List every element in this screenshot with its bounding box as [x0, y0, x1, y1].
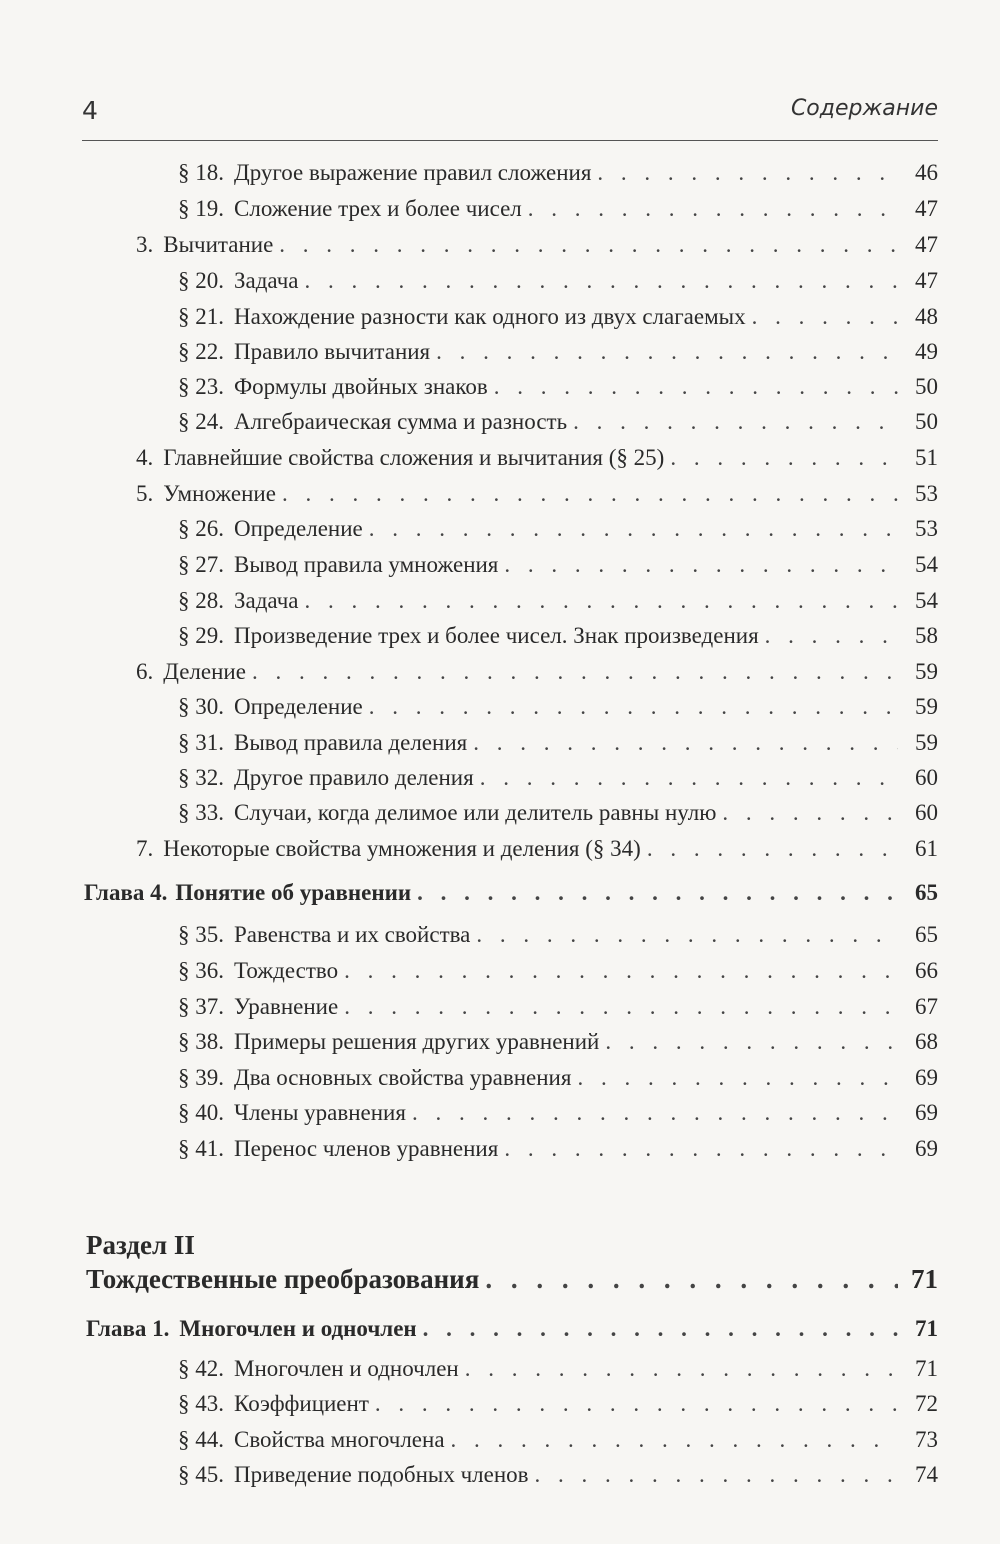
toc-entry-page: 54 [915, 552, 938, 577]
toc-entry [0, 1462, 938, 1494]
toc-entry [0, 765, 938, 797]
toc-entry-page: 73 [915, 1427, 938, 1452]
toc-entry [0, 196, 938, 228]
toc-entry-number: 3. [136, 232, 154, 257]
toc-entry-page: 50 [915, 374, 938, 399]
toc-entry-title: Понятие об уравнении [175, 880, 412, 905]
toc-entry-title: Вывод правила деления [234, 730, 468, 755]
toc-entry-title: Коэффициент [234, 1391, 369, 1416]
toc-entry [0, 836, 938, 868]
dot-leader [417, 880, 898, 906]
dot-leader [252, 659, 898, 685]
dot-leader [494, 374, 898, 400]
toc-entry [0, 160, 938, 192]
toc-entry-page: 66 [915, 958, 938, 983]
toc-entry-page: 46 [915, 160, 938, 185]
dot-leader [305, 588, 899, 614]
toc-entry-title: Определение [234, 694, 363, 719]
toc-entry-number: § 31. [178, 730, 224, 755]
toc-entry-title: Примеры решения других уравнений [234, 1029, 600, 1054]
dot-leader [597, 160, 898, 186]
toc-entry-number: § 44. [178, 1427, 224, 1452]
toc-entry-page: 58 [915, 623, 938, 648]
toc-entry-page: 71 [911, 1264, 938, 1294]
toc-entry-title: Другое правило деления [234, 765, 474, 790]
toc-entry-page: 74 [915, 1462, 938, 1487]
toc-entry-title: Умножение [163, 481, 276, 506]
toc-entry-page: 61 [915, 836, 938, 861]
toc-entry-page: 54 [915, 588, 938, 613]
dot-leader [279, 232, 898, 258]
dot-leader [722, 800, 898, 826]
dot-leader [485, 1264, 898, 1295]
toc-entry-page: 47 [915, 232, 938, 257]
toc-entry [0, 1065, 938, 1097]
toc-entry [0, 1391, 938, 1423]
toc-entry-title: Определение [234, 516, 363, 541]
toc-entry [0, 1264, 938, 1302]
toc-entry-number: 5. [136, 481, 154, 506]
toc-entry [0, 481, 938, 513]
dot-leader [423, 1316, 898, 1342]
toc-entry-page: 53 [915, 481, 938, 506]
dot-leader [752, 304, 898, 330]
toc-entry [0, 623, 938, 655]
toc-entry-number: § 27. [178, 552, 224, 577]
toc-entry-number: § 40. [178, 1100, 224, 1125]
dot-leader [465, 1356, 898, 1382]
toc-entry-number: § 36. [178, 958, 224, 983]
toc-entry [0, 1029, 938, 1061]
toc-entry [0, 374, 938, 406]
toc-entry-page: 68 [915, 1029, 938, 1054]
toc-entry [0, 1100, 938, 1132]
toc-entry-page: 71 [915, 1316, 938, 1341]
toc-entry-page: 51 [915, 445, 938, 470]
toc-entry-page: 65 [915, 922, 938, 947]
toc-entry [0, 339, 938, 371]
toc-entry-page: 60 [915, 765, 938, 790]
toc-entry-number: Глава 1. [86, 1316, 170, 1341]
dot-leader [535, 1462, 898, 1488]
toc-entry-number: § 29. [178, 623, 224, 648]
toc-entry-page: 50 [915, 409, 938, 434]
toc-entry-title: Формулы двойных знаков [234, 374, 488, 399]
toc-entry [0, 232, 938, 264]
toc-entry-title: Нахождение разности как одного из двух слагаемых [234, 304, 746, 329]
dot-leader [528, 196, 898, 222]
toc-entry-title: Произведение трех и более чисел. Знак произведения [234, 623, 759, 648]
toc-entry [0, 304, 938, 336]
toc-entry-page: 69 [915, 1136, 938, 1161]
toc-entry-title: Свойства многочлена [234, 1427, 445, 1452]
dot-leader [473, 730, 898, 756]
toc-entry-page: 48 [915, 304, 938, 329]
dot-leader [647, 836, 898, 862]
toc-entry-page: 59 [915, 730, 938, 755]
dot-leader [480, 765, 898, 791]
toc-entry-number: § 24. [178, 409, 224, 434]
toc-entry [0, 268, 938, 300]
toc-entry-title: Алгебраическая сумма и разность [234, 409, 568, 434]
toc-entry-page: 69 [915, 1100, 938, 1125]
dot-leader [344, 958, 898, 984]
toc-entry-page: 47 [915, 268, 938, 293]
toc-entry-title: Главнейшие свойства сложения и вычитания (§ 25) [163, 445, 665, 470]
toc-entry-title: Перенос членов уравнения [234, 1136, 499, 1161]
toc-entry [0, 694, 938, 726]
toc-entry-number: 4. [136, 445, 154, 470]
toc-entry-number: § 22. [178, 339, 224, 364]
toc-entry-number: § 32. [178, 765, 224, 790]
toc-entry-title: Сложение трех и более чисел [234, 196, 522, 221]
dot-leader [451, 1427, 898, 1453]
toc-entry [0, 1427, 938, 1459]
toc-entry-number: § 26. [178, 516, 224, 541]
toc-entry [0, 958, 938, 990]
toc-entry-number: § 28. [178, 588, 224, 613]
toc-entry-number: 7. [136, 836, 154, 861]
dot-leader [344, 994, 898, 1020]
toc-entry-title: Тождественные преобразования [86, 1264, 480, 1294]
toc-entry-number: § 43. [178, 1391, 224, 1416]
toc-entry-title: Многочлен и одночлен [179, 1316, 417, 1341]
toc-entry-title: Случаи, когда делимое или делитель равны нулю [234, 800, 717, 825]
toc-entry [0, 659, 938, 691]
dot-leader [436, 339, 898, 365]
dot-leader [605, 1029, 898, 1055]
toc-entry-title: Тождество [234, 958, 339, 983]
dot-leader [369, 516, 898, 542]
toc-entry [0, 922, 938, 954]
toc-entry-title: Приведение подобных членов [234, 1462, 529, 1487]
toc-entry-title: Вычитание [163, 232, 274, 257]
dot-leader [573, 409, 898, 435]
toc-entry [0, 588, 938, 620]
toc-entry-number: § 39. [178, 1065, 224, 1090]
toc-entry-number: § 20. [178, 268, 224, 293]
page-header [82, 96, 938, 132]
toc-entry-title: Уравнение [234, 994, 339, 1019]
toc-entry-number: § 23. [178, 374, 224, 399]
toc-entry-page: 59 [915, 694, 938, 719]
toc-entry-number: § 21. [178, 304, 224, 329]
toc-entry-number: § 41. [178, 1136, 224, 1161]
toc-entry-title: Члены уравнения [234, 1100, 406, 1125]
toc-entry-page: 47 [915, 196, 938, 221]
toc-entry [0, 800, 938, 832]
dot-leader [476, 922, 898, 948]
toc-entry-number: Глава 4. [84, 880, 168, 905]
dot-leader [504, 552, 898, 578]
toc-entry-number: § 33. [178, 800, 224, 825]
toc-entry-title: Многочлен и одночлен [234, 1356, 459, 1381]
dot-leader [504, 1136, 898, 1162]
dot-leader [765, 623, 898, 649]
toc-entry-page: 65 [915, 880, 938, 905]
dot-leader [577, 1065, 898, 1091]
toc-entry-page: 60 [915, 800, 938, 825]
toc-entry [0, 1136, 938, 1168]
toc-entry-title: Два основных свойства уравнения [234, 1065, 572, 1090]
part-label: Раздел II [86, 1230, 195, 1260]
toc-entry [0, 552, 938, 584]
toc-entry-number: § 19. [178, 196, 224, 221]
page-number: 4 [82, 96, 98, 125]
toc-entry-title: Другое выражение правил сложения [234, 160, 592, 185]
toc-entry-page: 72 [915, 1391, 938, 1416]
toc-entry-title: Вывод правила умножения [234, 552, 499, 577]
toc-entry-title: Задача [234, 268, 299, 293]
running-title: Содержание [790, 96, 938, 121]
toc-entry [0, 445, 938, 477]
dot-leader [670, 445, 898, 471]
toc-entry-title: Правило вычитания [234, 339, 431, 364]
toc-entry-number: § 35. [178, 922, 224, 947]
toc-entry-number: 6. [136, 659, 154, 684]
toc-entry-title: Некоторые свойства умножения и деления (§ 34) [163, 836, 641, 861]
toc-entry-number: § 37. [178, 994, 224, 1019]
dot-leader [369, 694, 898, 720]
toc-entry-number: § 30. [178, 694, 224, 719]
toc-entry [0, 516, 938, 548]
dot-leader [305, 268, 899, 294]
toc-entry-title: Задача [234, 588, 299, 613]
toc-entry-number: § 45. [178, 1462, 224, 1487]
toc-entry [0, 1356, 938, 1388]
dot-leader [375, 1391, 898, 1417]
toc-entry-page: 67 [915, 994, 938, 1019]
toc-entry-page: 59 [915, 659, 938, 684]
toc-entry [0, 730, 938, 762]
toc-entry-title: Деление [163, 659, 246, 684]
dot-leader [412, 1100, 898, 1126]
toc-entry [0, 880, 938, 912]
toc-entry-number: § 42. [178, 1356, 224, 1381]
dot-leader [282, 481, 898, 507]
toc-entry-page: 49 [915, 339, 938, 364]
toc-entry-page: 71 [915, 1356, 938, 1381]
toc-entry-title: Равенства и их свойства [234, 922, 471, 947]
toc-entry-page: 69 [915, 1065, 938, 1090]
toc-entry [0, 994, 938, 1026]
header-rule [82, 140, 938, 141]
toc-entry [0, 1316, 938, 1348]
toc-entry-page: 53 [915, 516, 938, 541]
toc-entry [0, 409, 938, 441]
toc-entry-number: § 38. [178, 1029, 224, 1054]
toc-entry-number: § 18. [178, 160, 224, 185]
